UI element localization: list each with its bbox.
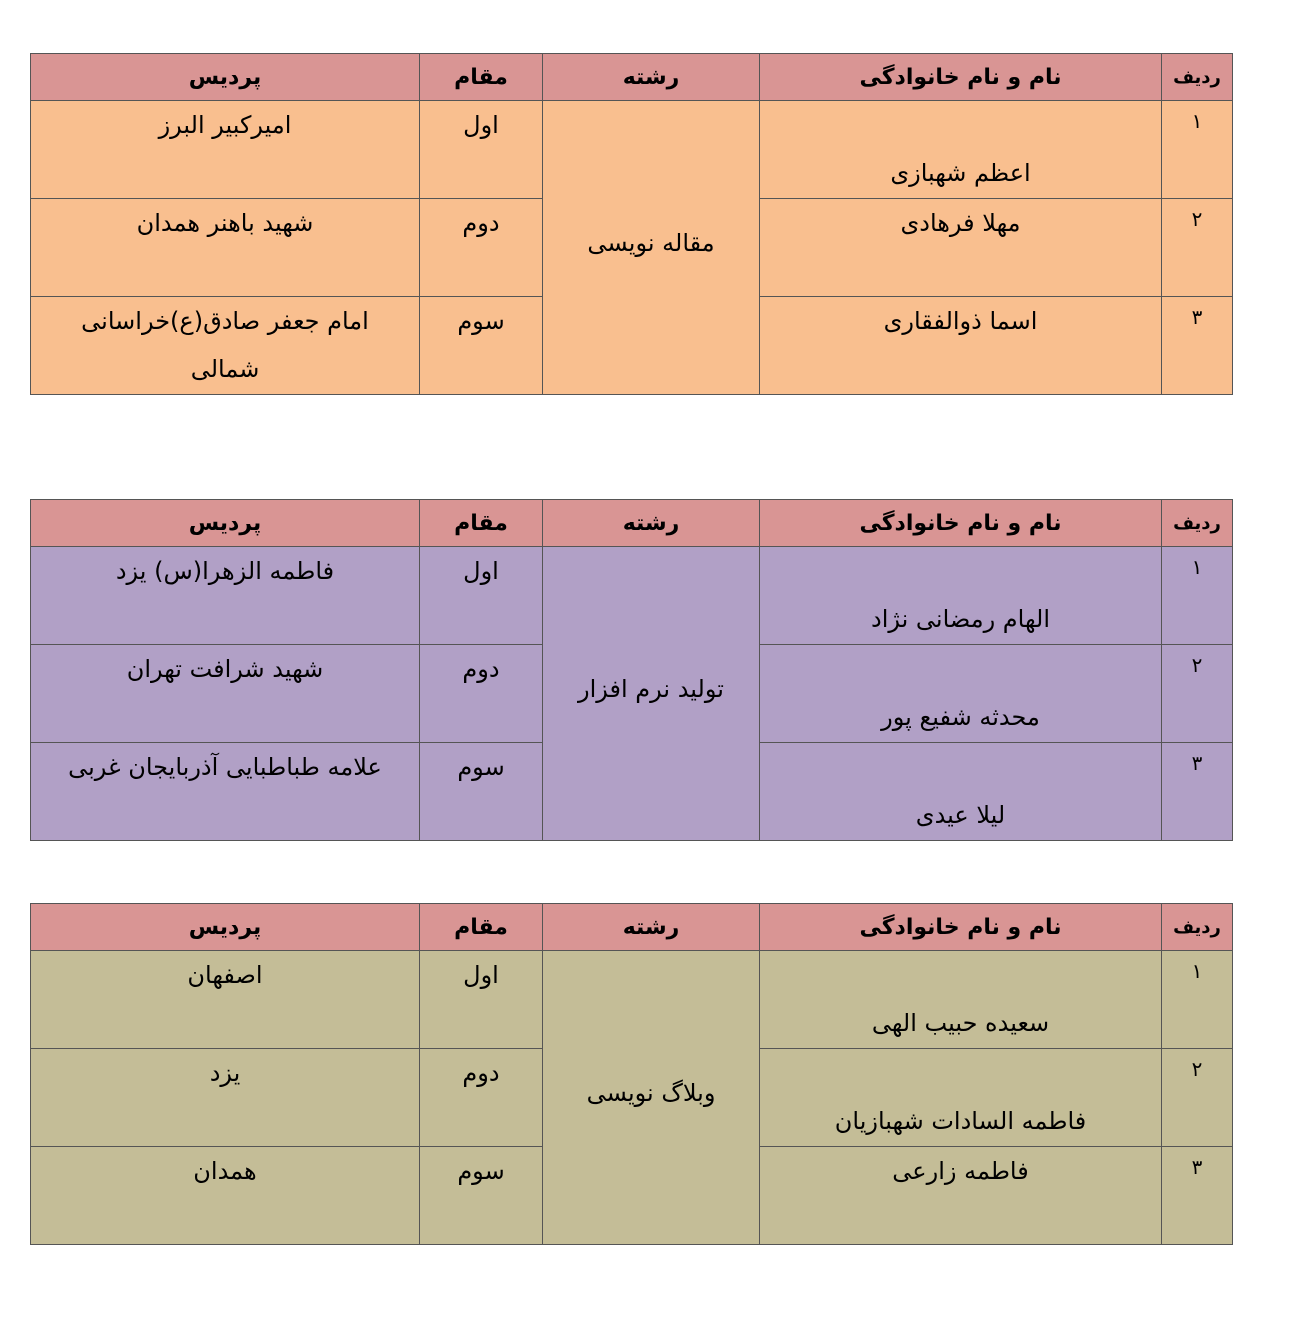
row-name: الهام رمضانی نژاد	[871, 605, 1051, 633]
row-rank: اول	[420, 951, 543, 1049]
row-campus: شهید شرافت تهران	[31, 645, 420, 743]
header-rank: مقام	[420, 500, 543, 547]
row-index: ۳	[1162, 1147, 1233, 1245]
header-field: رشته	[543, 500, 760, 547]
header-name: نام و نام خانوادگی	[760, 904, 1162, 951]
row-index: ۱	[1162, 951, 1233, 1049]
header-rank: مقام	[420, 54, 543, 101]
row-index: ۳	[1162, 297, 1233, 395]
results-table-blogging	[30, 903, 1233, 1245]
row-rank: دوم	[420, 199, 543, 297]
row-name: اعظم شهبازی	[890, 159, 1031, 187]
row-campus: امیرکبیر البرز	[31, 101, 420, 199]
row-name-cell	[760, 101, 1162, 199]
row-campus: علامه طباطبایی آذربایجان غربی	[31, 743, 420, 841]
header-field: رشته	[543, 904, 760, 951]
header-name: نام و نام خانوادگی	[760, 500, 1162, 547]
row-name: محدثه شفیع پور	[881, 703, 1040, 731]
row-name: فاطمه السادات شهبازیان	[834, 1107, 1087, 1135]
row-index: ۲	[1162, 199, 1233, 297]
field-cell: تولید نرم افزار	[543, 547, 760, 841]
header-rank: مقام	[420, 904, 543, 951]
row-campus: همدان	[31, 1147, 420, 1245]
row-campus: اصفهان	[31, 951, 420, 1049]
results-table-essay-writing	[30, 53, 1233, 395]
row-rank: دوم	[420, 645, 543, 743]
table-row	[31, 101, 1233, 199]
row-name: مهلا فرهادی	[900, 209, 1021, 237]
header-campus: پردیس	[31, 54, 420, 101]
row-rank: اول	[420, 547, 543, 645]
row-name-cell	[760, 1049, 1162, 1147]
row-campus: یزد	[31, 1049, 420, 1147]
table-row	[31, 951, 1233, 1049]
row-name-cell	[760, 297, 1162, 395]
table-header-row	[31, 500, 1233, 547]
header-campus: پردیس	[31, 500, 420, 547]
row-index: ۳	[1162, 743, 1233, 841]
row-rank: اول	[420, 101, 543, 199]
row-name: اسما ذوالفقاری	[883, 307, 1038, 335]
table-row	[31, 547, 1233, 645]
row-name: سعیده حبیب الهی	[871, 1009, 1050, 1037]
row-rank: دوم	[420, 1049, 543, 1147]
header-field: رشته	[543, 54, 760, 101]
row-name-cell	[760, 951, 1162, 1049]
row-rank: سوم	[420, 743, 543, 841]
row-campus: شهید باهنر همدان	[31, 199, 420, 297]
row-name-cell	[760, 743, 1162, 841]
row-index: ۱	[1162, 547, 1233, 645]
field-cell: وبلاگ نویسی	[543, 951, 760, 1245]
row-campus: فاطمه الزهرا(س) یزد	[31, 547, 420, 645]
row-name-cell	[760, 547, 1162, 645]
table-header-row	[31, 904, 1233, 951]
row-index: ۲	[1162, 645, 1233, 743]
header-index: ردیف	[1162, 904, 1233, 951]
row-name-cell	[760, 199, 1162, 297]
row-campus: امام جعفر صادق(ع)خراسانی شمالی	[31, 297, 420, 395]
field-cell: مقاله نویسی	[543, 101, 760, 395]
row-index: ۱	[1162, 101, 1233, 199]
table-header-row	[31, 54, 1233, 101]
header-campus: پردیس	[31, 904, 420, 951]
row-index: ۲	[1162, 1049, 1233, 1147]
row-name-cell	[760, 1147, 1162, 1245]
row-name: لیلا عیدی	[915, 801, 1006, 829]
row-rank: سوم	[420, 1147, 543, 1245]
row-rank: سوم	[420, 297, 543, 395]
header-index: ردیف	[1162, 54, 1233, 101]
results-table-software-development	[30, 499, 1233, 841]
header-index: ردیف	[1162, 500, 1233, 547]
header-name: نام و نام خانوادگی	[760, 54, 1162, 101]
row-name: فاطمه زارعی	[892, 1157, 1029, 1185]
row-name-cell	[760, 645, 1162, 743]
